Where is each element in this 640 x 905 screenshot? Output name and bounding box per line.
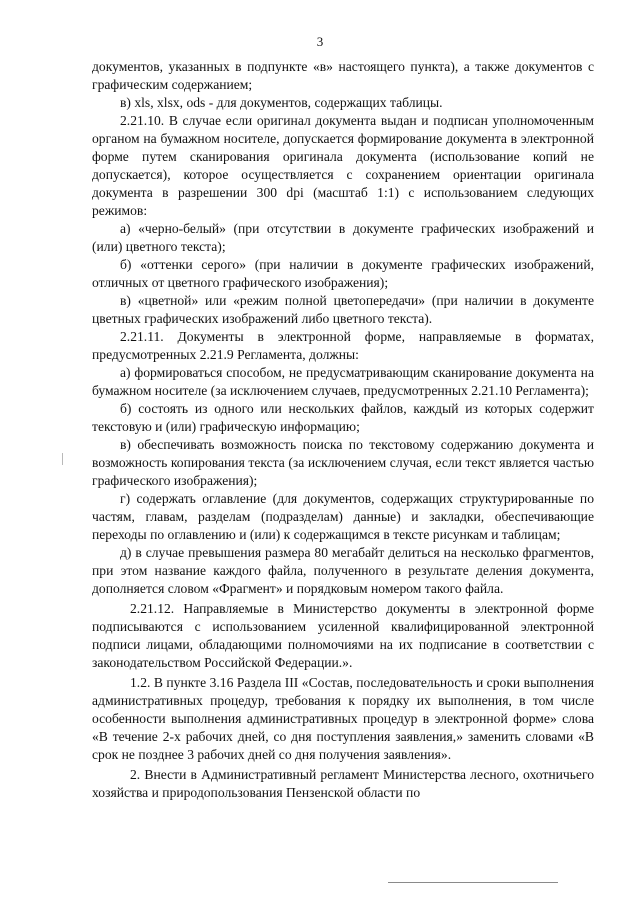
page-number: 3 (316, 34, 324, 49)
footer-rule (388, 882, 558, 883)
paragraph: 2.21.12. Направляемые в Министерство документы в электронной форме подписываются с использованием усиленной квалифицированной электронной подписи лицами, обладающими полномочиями на их подписание в соответствии с законодательством Российской Федерации.». (92, 601, 594, 670)
paragraph: 2.21.10. В случае если оригинал документа выдан и подписан уполномоченным органом на бумажном носителе, допускается формирование документа в электронной форме путем сканирования оригинала документа (использование копий не допускается), которое осуществляется с сохранением ориентации оригинала документа в разрешении 300 dpi (масштаб 1:1) с использованием следующих режимов: (92, 113, 594, 218)
document-body (92, 58, 594, 802)
paragraph: документов, указанных в подпункте «в» настоящего пункта), а также документов с графическим содержанием; (92, 59, 594, 92)
paragraph: в) «цветной» или «режим полной цветопередачи» (при наличии в документе цветных графических изображений либо цветного текста). (92, 293, 594, 326)
paragraph: 2. Внести в Административный регламент Министерства лесного, охотничьего хозяйства и природопользования Пензенской области по (92, 767, 594, 800)
paragraph: 2.21.11. Документы в электронной форме, направляемые в форматах, предусмотренных 2.21.9 Регламента, должны: (92, 329, 594, 362)
paragraph: б) «оттенки серого» (при наличии в документе графических изображений, отличных от цветного графического изображения); (92, 257, 594, 290)
margin-mark (62, 453, 63, 465)
paragraph: 1.2. В пункте 3.16 Раздела III «Состав, последовательность и сроки выполнения административных процедур, требования к порядку их выполнения, в том числе особенности выполнения административных процедур в электронной форме» слова «В течение 2-х рабочих дней, со дня поступления заявления,» заменить словами «В срок не позднее 3 рабочих дней со дня получения заявления». (92, 675, 594, 762)
paragraph: в) обеспечивать возможность поиска по текстовому содержанию документа и возможность копирования текста (за исключением случая, если текст является частью графического изображения); (92, 437, 594, 488)
paragraph: а) формироваться способом, не предусматривающим сканирование документа на бумажном носителе (за исключением случаев, предусмотренных 2.21.10 Регламента); (92, 365, 594, 398)
paragraph: д) в случае превышения размера 80 мегабайт делиться на несколько фрагментов, при этом название каждого файла, полученного в результате деления документа, дополняется словом «Фрагмент» и порядковым номером такого файла. (92, 545, 594, 596)
paragraph: б) состоять из одного или нескольких файлов, каждый из которых содержит текстовую и (или) графическую информацию; (92, 401, 594, 434)
paragraph: г) содержать оглавление (для документов, содержащих структурированные по частям, главам, разделам (подразделам) данные) и закладки, обеспечивающие переходы по оглавлению и (или) к содержащимся в тексте рисункам и таблицам; (92, 491, 594, 542)
paragraph: в) xls, xlsx, ods - для документов, содержащих таблицы. (120, 95, 443, 110)
paragraph: а) «черно-белый» (при отсутствии в документе графических изображений и (или) цветного текста); (92, 221, 594, 254)
